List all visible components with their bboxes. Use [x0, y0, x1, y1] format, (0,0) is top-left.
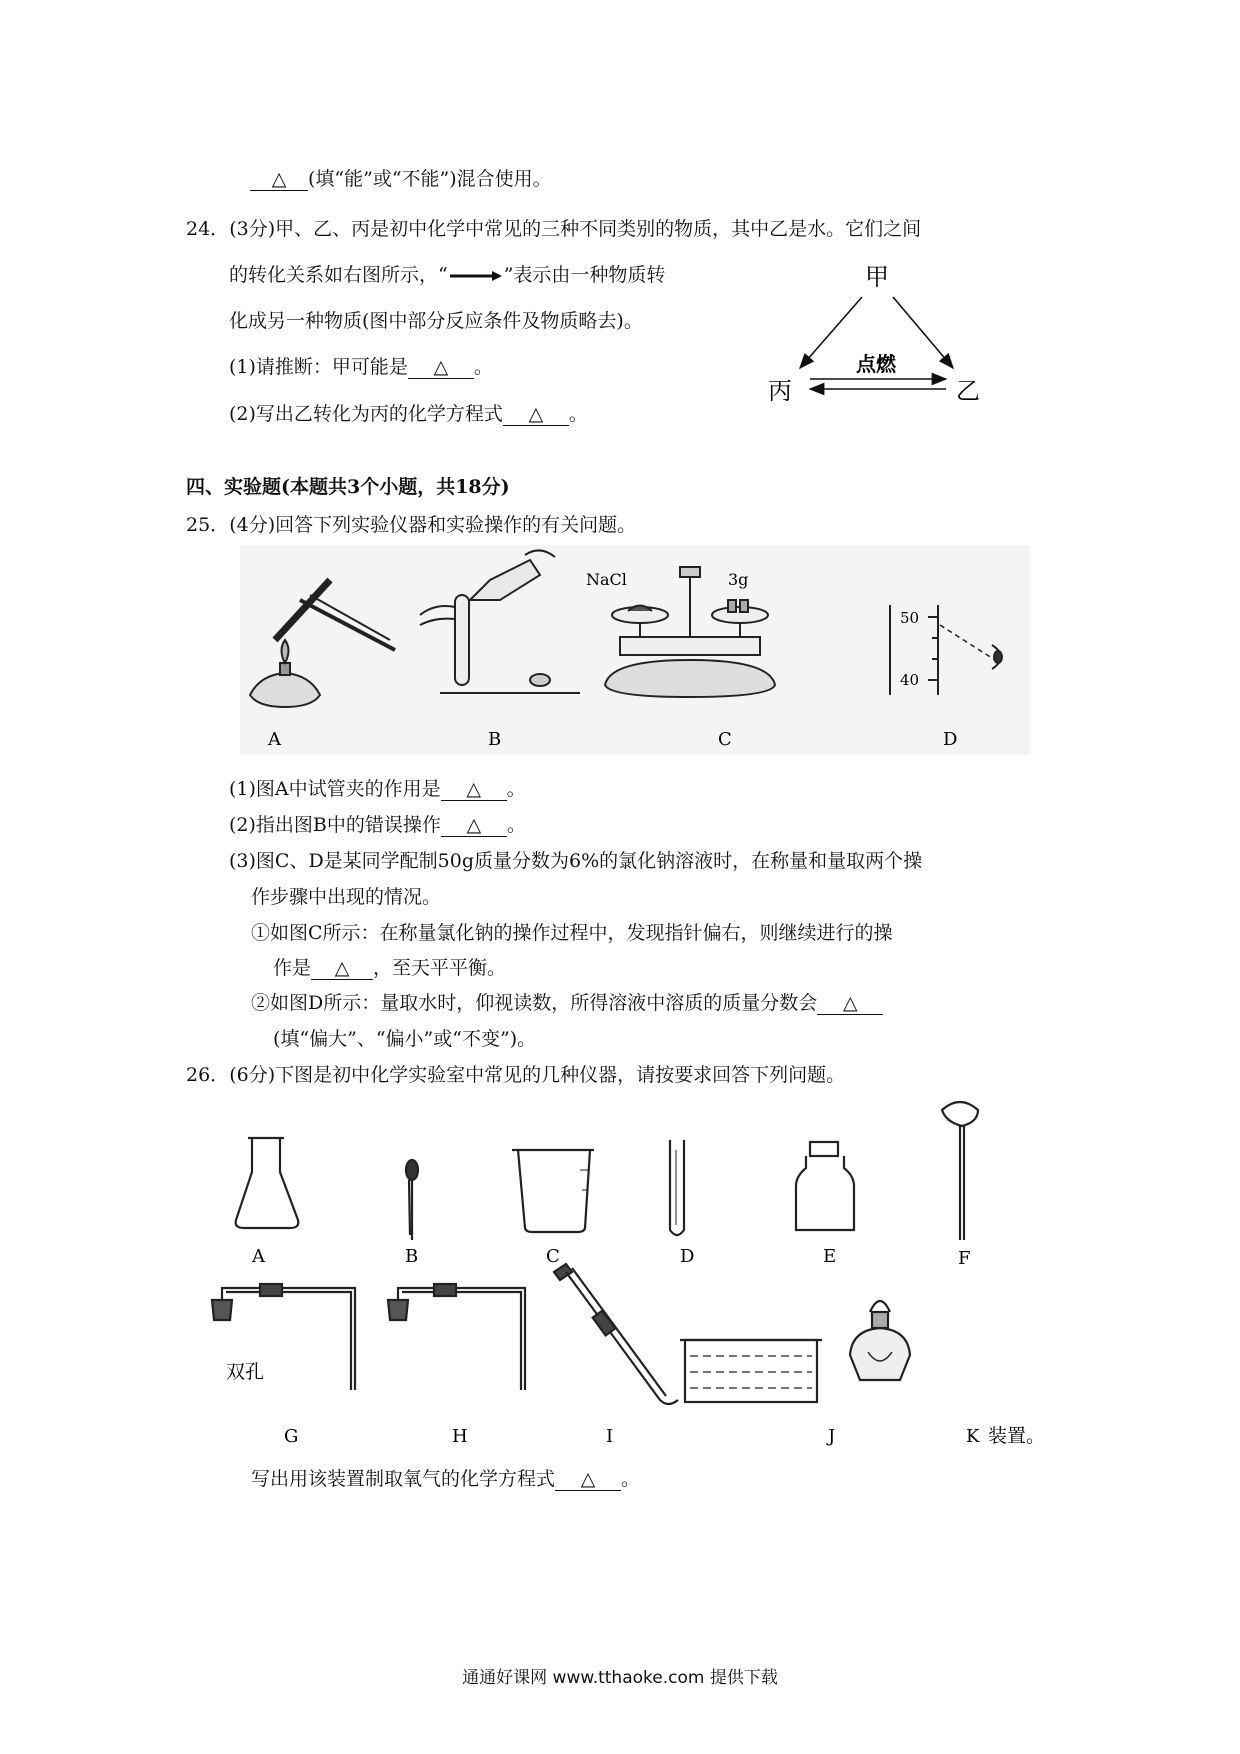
arrow-icon: [448, 269, 504, 283]
instrument-e-bottle: [796, 1142, 854, 1230]
answer-blank: △: [441, 814, 507, 837]
section-title: 四、实验题(本题共3个小题，共18分): [186, 476, 510, 498]
nacl-label: NaCl: [586, 570, 627, 589]
label-d: D: [680, 1246, 695, 1267]
node-bing: 丙: [768, 377, 792, 405]
answer-blank: △: [311, 957, 373, 980]
label-k: K: [966, 1426, 980, 1447]
scale-40: 40: [900, 671, 920, 689]
label-c: C: [546, 1246, 560, 1267]
q25-sub1b: 作是 △ ，至天平平衡。: [273, 957, 507, 979]
instrument-i-bent-tube: [554, 1264, 678, 1404]
label-i: I: [606, 1426, 614, 1447]
q26-last: 写出用该装置制取氧气的化学方程式 △ 。: [251, 1468, 641, 1490]
answer-blank: △: [250, 168, 308, 191]
fig-label-a: A: [268, 729, 281, 750]
instrument-k-alcohol-lamp: [850, 1301, 910, 1380]
q24-part2: (2)写出乙转化为丙的化学方程式 △ 。: [229, 403, 588, 425]
answer-blank: △: [555, 1468, 621, 1491]
fig-label-c: C: [718, 729, 732, 750]
q26-instruments: [200, 1090, 1080, 1470]
label-f: F: [958, 1248, 971, 1269]
answer-blank: △: [503, 403, 569, 426]
instrument-d-test-tube: [670, 1140, 684, 1235]
label-b: B: [405, 1246, 419, 1267]
q25-stem: 25．(4分)回答下列实验仪器和实验操作的有关问题。: [186, 514, 637, 536]
q25-part2: (2)指出图B中的错误操作 △ 。: [229, 814, 526, 836]
q25-part1: (1)图A中试管夹的作用是 △ 。: [229, 778, 526, 800]
ignite-label: 点燃: [856, 352, 896, 376]
q25-sub1a: ①如图C所示：在称量氯化钠的操作过程中，发现指针偏右，则继续进行的操: [251, 922, 893, 944]
instrument-b-dropper: [406, 1160, 418, 1240]
q25-sub2a: ②如图D所示：量取水时，仰视读数，所得溶液中溶质的质量分数会 △: [251, 990, 883, 1016]
scale-50: 50: [900, 609, 920, 627]
instrument-j-trough: [680, 1340, 822, 1402]
label-j: J: [828, 1426, 836, 1447]
instrument-h-tube: [388, 1284, 525, 1390]
fig-label-b: B: [488, 729, 502, 750]
transformation-diagram: [750, 255, 990, 415]
q25-sub2b: (填“偏大”、“偏小”或“不变”)。: [273, 1028, 537, 1050]
q24-stem: 24．(3分)甲、乙、丙是初中化学中常见的三种不同类别的物质，其中乙是水。它们之间: [186, 218, 922, 240]
weight-label: 3g: [728, 570, 749, 589]
q24-line3: 化成另一种物质(图中部分反应条件及物质略去)。: [229, 310, 643, 332]
instrument-f-funnel: [942, 1102, 978, 1240]
answer-blank: △: [817, 992, 883, 1015]
label-a: A: [252, 1246, 265, 1267]
label-e: E: [823, 1246, 837, 1267]
fig-label-d: D: [943, 729, 958, 750]
q23-tail: △ (填“能”或“不能”)混合使用。: [250, 166, 552, 192]
q25-figures: [240, 545, 1030, 755]
answer-blank: △: [441, 778, 507, 801]
node-yi: 乙: [956, 377, 980, 405]
shuangkong-label: 双孔: [226, 1361, 265, 1383]
label-h: H: [452, 1426, 468, 1447]
instrument-a-conical-flask: [236, 1138, 299, 1228]
q26-stem: 26．(6分)下图是初中化学实验室中常见的几种仪器，请按要求回答下列问题。: [186, 1064, 846, 1086]
q24-line2: 的转化关系如右图所示，“ ”表示由一种物质转: [229, 264, 666, 286]
node-jia: 甲: [865, 263, 889, 291]
footer: 通通好课网 www.tthaoke.com 提供下载: [462, 1668, 778, 1688]
q25-part3a: (3)图C、D是某同学配制50g质量分数为6%的氯化钠溶液时，在称量和量取两个操: [229, 850, 923, 872]
answer-blank: △: [408, 356, 474, 379]
q24-part1: (1)请推断：甲可能是 △ 。: [229, 356, 493, 378]
k-tail-text: 装置。: [988, 1425, 1046, 1447]
instrument-c-beaker: [512, 1150, 594, 1232]
q25-part3b: 作步骤中出现的情况。: [251, 886, 442, 908]
label-g: G: [284, 1426, 299, 1447]
